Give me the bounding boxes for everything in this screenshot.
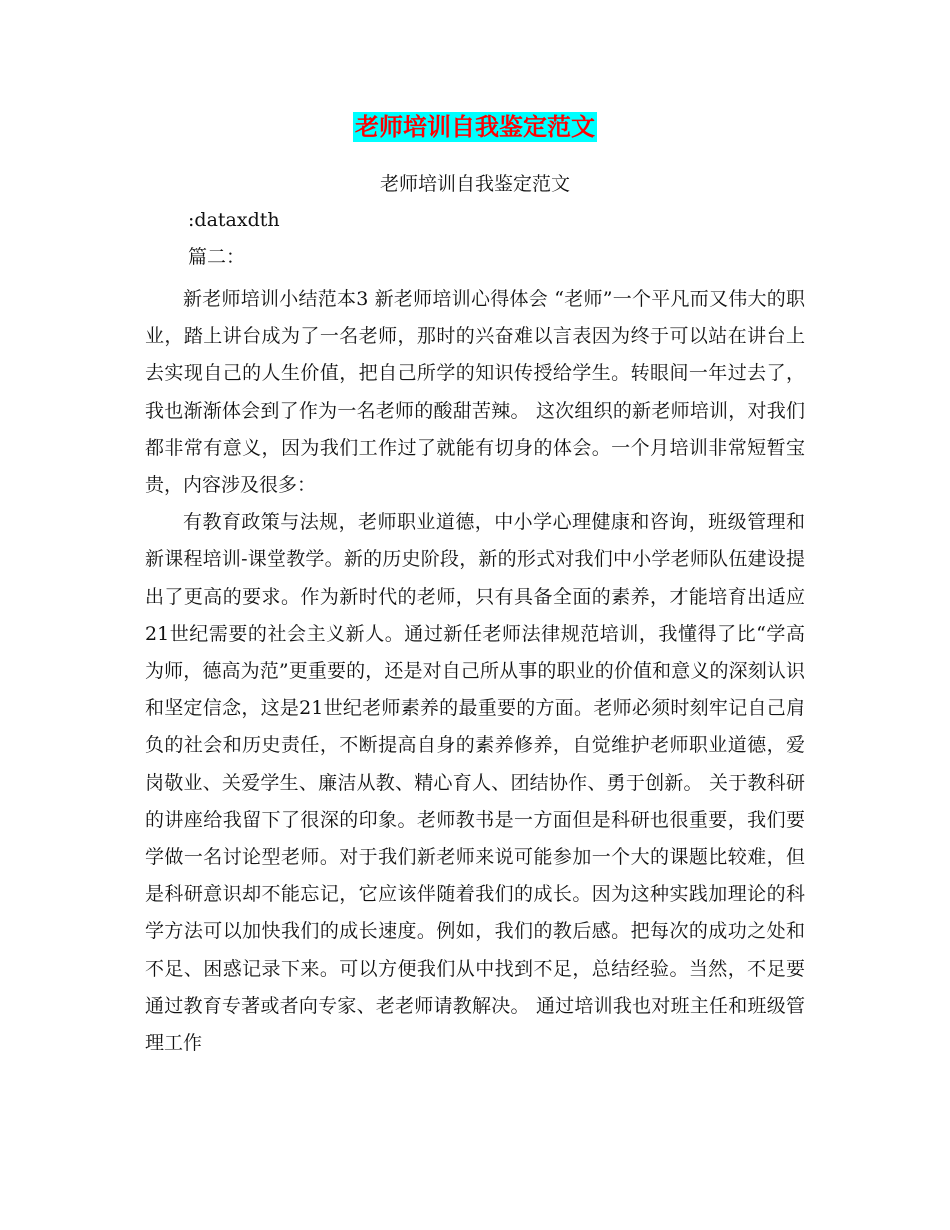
author-line: :dataxdth xyxy=(188,209,280,231)
document-subtitle: 老师培训自我鉴定范文 xyxy=(379,173,570,195)
paragraph: 有教育政策与法规，老师职业道德，中小学心理健康和咨询，班级管理和新课程培训-课堂教学。新的历史阶段，新的形式对我们中小学老师队伍建设提出了更高的要求。作为新时代的老师，只有具备全面的素养，才能培育出适应21世纪需要的社会主义新人。通过新任老师法律规范培训，我懂得了比“学高为师，德高为范”更重要的，还是对自己所从事的职业的价值和意义的深刻认识和坚定信念，这是21世纪老师素养的最重要的方面。老师必须时刻牢记自己肩负的社会和历史责任，不断提高自身的素养修养，自觉维护老师职业道德，爱岗敬业、关爱学生、廉洁从教、精心育人、团结协作、勇于创新。 关于教科研的讲座给我留下了很深的印象。老师教书是一方面但是科研也很重要，我们要学做一名讨论型老师。对于我们新老师来说可能参加一个大的课题比较难，但是科研意识却不能忘记，它应该伴随着我们的成长。因为这种实践加理论的科学方法可以加快我们的成长速度。例如，我们的教后感。把每次的成功之处和不足、困惑记录下来。可以方便我们从中找到不足，总结经验。当然，不足要通过教育专著或者向专家、老老师请教解决。 通过培训我也对班主任和班级管理工作 xyxy=(145,511,805,1055)
document-title: 老师培训自我鉴定范文 xyxy=(355,113,595,141)
title-container xyxy=(0,112,950,142)
paragraph: 新老师培训小结范本3 新老师培训心得体会 “老师”一个平凡而又伟大的职业，踏上讲台成为了一名老师，那时的兴奋难以言表因为终于可以站在讲台上去实现自己的人生价值，把自己所学的知识传授给学生。转眼间一年过去了，我也渐渐体会到了作为一名老师的酸甜苦辣。 这次组织的新老师培训，对我们都非常有意义，因为我们工作过了就能有切身的体会。一个月培训非常短暂宝贵，内容涉及很多： xyxy=(145,288,805,497)
document-body xyxy=(145,281,805,1062)
part-label: 篇二： xyxy=(188,246,246,268)
